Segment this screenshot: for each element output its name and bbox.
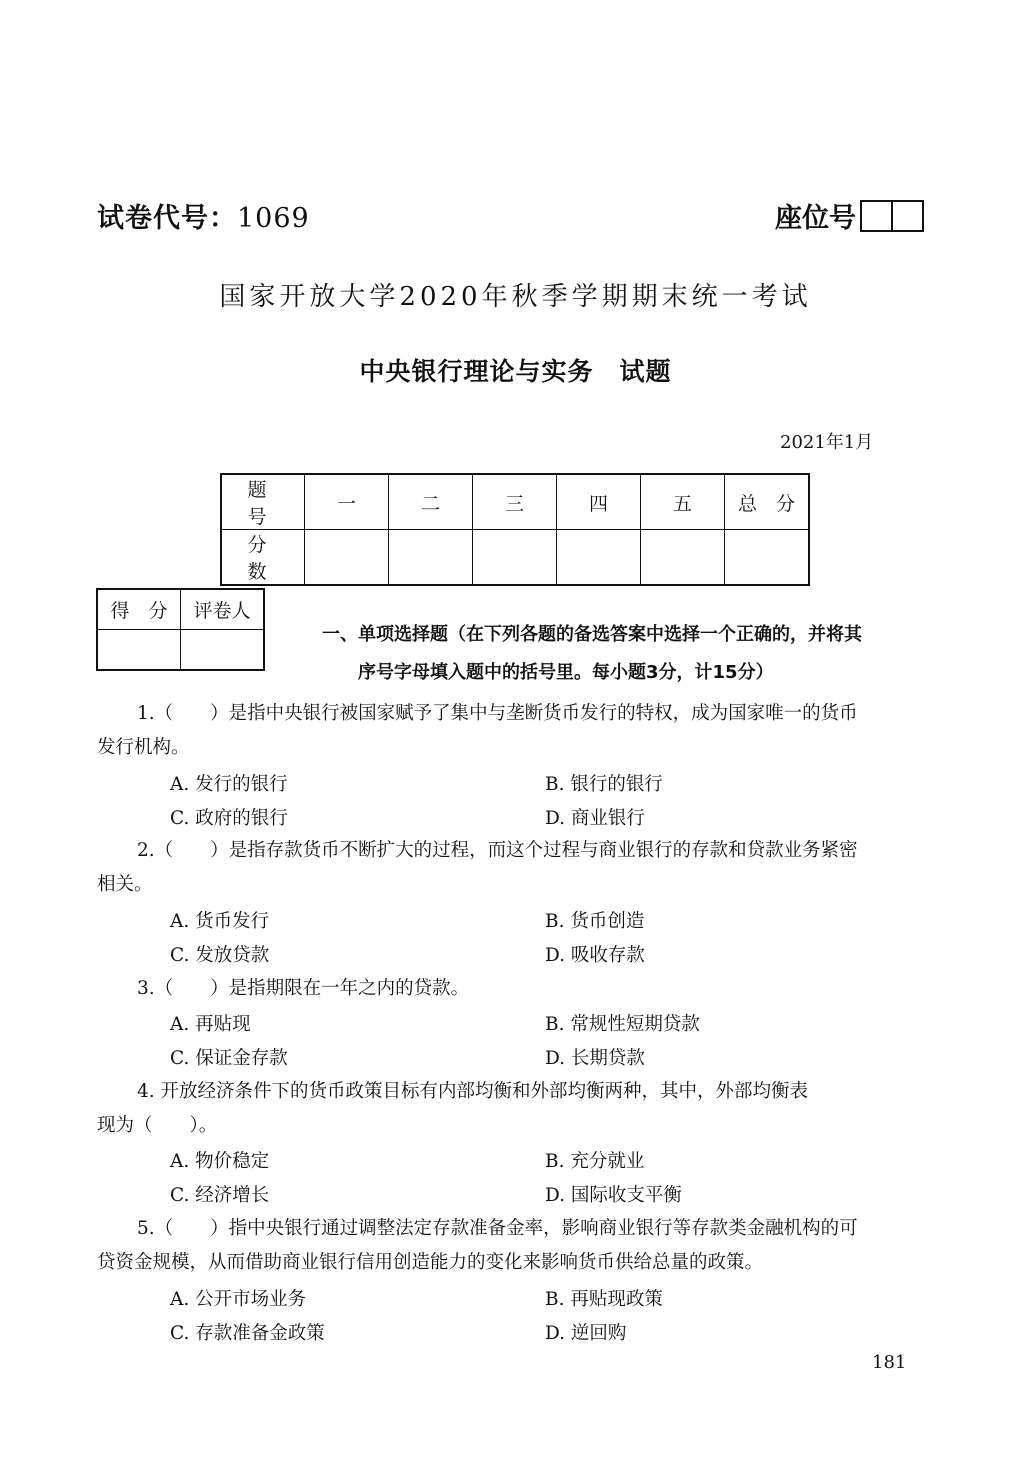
- option: D. 商业银行: [545, 808, 645, 829]
- score-table-score-row: [221, 530, 809, 586]
- grader-entry-cell: [181, 630, 265, 671]
- score-table: [220, 473, 810, 586]
- option: B. 货币创造: [545, 911, 645, 932]
- seat-number-label: 座位号: [775, 203, 856, 234]
- score-table-cell: 二: [389, 474, 473, 530]
- score-table-cell: 分 数: [221, 530, 305, 586]
- grader-table-cell: 评卷人: [181, 589, 265, 630]
- question-5: [97, 1212, 935, 1280]
- score-table-cell: 一: [305, 474, 389, 530]
- page-number: 181: [872, 1352, 907, 1373]
- question-stem: 2.（ ）是指存款货币不断扩大的过程，而这个过程与商业银行的存款和贷款业务紧密: [137, 840, 858, 861]
- score-table-header-row: [221, 474, 809, 530]
- question-1: [97, 697, 935, 765]
- option: B. 充分就业: [545, 1151, 645, 1172]
- option: C. 发放贷款: [170, 945, 270, 966]
- option: A. 物价稳定: [170, 1151, 270, 1172]
- seat-box: [891, 202, 922, 230]
- score-table-cell: 五: [641, 474, 725, 530]
- option: D. 逆回购: [545, 1323, 627, 1344]
- question-3: [97, 972, 935, 1006]
- option: B. 再贴现政策: [545, 1289, 663, 1310]
- option: C. 存款准备金政策: [170, 1323, 325, 1344]
- score-table-cell: 题 号: [221, 474, 305, 530]
- option: A. 货币发行: [170, 911, 270, 932]
- question-stem-cont: 贷资金规模，从而借助商业银行信用创造能力的变化来影响货币供给总量的政策。: [97, 1252, 764, 1273]
- seat-number-boxes: [860, 200, 924, 232]
- option: D. 吸收存款: [545, 945, 645, 966]
- question-stem-cont: 发行机构。: [97, 737, 190, 758]
- option: B. 常规性短期贷款: [545, 1014, 700, 1035]
- exam-code-label: 试卷代号：: [97, 203, 237, 234]
- score-table-cell: 总 分: [725, 474, 810, 530]
- score-entry-cell: [725, 530, 810, 586]
- subject-title: 中央银行理论与实务 试题: [359, 357, 672, 386]
- option: D. 国际收支平衡: [545, 1185, 682, 1206]
- score-entry-cell: [473, 530, 557, 586]
- option: A. 公开市场业务: [170, 1289, 307, 1310]
- score-entry-cell: [641, 530, 725, 586]
- score-entry-cell: [557, 530, 641, 586]
- grader-table-cell: 得 分: [97, 589, 181, 630]
- option: C. 经济增长: [170, 1185, 270, 1206]
- option: A. 发行的银行: [170, 774, 288, 795]
- question-stem-cont: 相关。: [97, 874, 153, 895]
- section-heading: 一、单项选择题（在下列各题的备选答案中选择一个正确的，并将其: [322, 624, 862, 645]
- score-entry-cell: [305, 530, 389, 586]
- exam-title: 国家开放大学2020年秋季学期期末统一考试: [219, 282, 812, 312]
- seat-box: [862, 202, 891, 230]
- option: B. 银行的银行: [545, 774, 663, 795]
- exam-code: [97, 196, 310, 235]
- question-stem-cont: 现为（ ）。: [97, 1115, 218, 1136]
- option: A. 再贴现: [170, 1014, 251, 1035]
- question-stem: 4. 开放经济条件下的货币政策目标有内部均衡和外部均衡两种，其中，外部均衡表: [137, 1081, 809, 1102]
- question-2: [97, 834, 935, 902]
- option: C. 政府的银行: [170, 808, 288, 829]
- section-heading-cont: 序号字母填入题中的括号里。每小题3分，计15分）: [358, 662, 774, 683]
- exam-code-value: 1069: [237, 203, 310, 234]
- option: C. 保证金存款: [170, 1048, 288, 1069]
- question-4: [97, 1075, 935, 1143]
- exam-date: 2021年1月: [780, 432, 874, 453]
- score-table-cell: 三: [473, 474, 557, 530]
- grader-entry-cell: [97, 630, 181, 671]
- grader-table: [96, 588, 265, 671]
- question-stem: 3.（ ）是指期限在一年之内的贷款。: [137, 978, 470, 999]
- seat-number: [775, 196, 924, 235]
- option: D. 长期贷款: [545, 1048, 645, 1069]
- score-table-cell: 四: [557, 474, 641, 530]
- score-entry-cell: [389, 530, 473, 586]
- question-stem: 5.（ ）指中央银行通过调整法定存款准备金率，影响商业银行等存款类金融机构的可: [137, 1218, 858, 1239]
- question-stem: 1.（ ）是指中央银行被国家赋予了集中与垄断货币发行的特权，成为国家唯一的货币: [137, 703, 858, 724]
